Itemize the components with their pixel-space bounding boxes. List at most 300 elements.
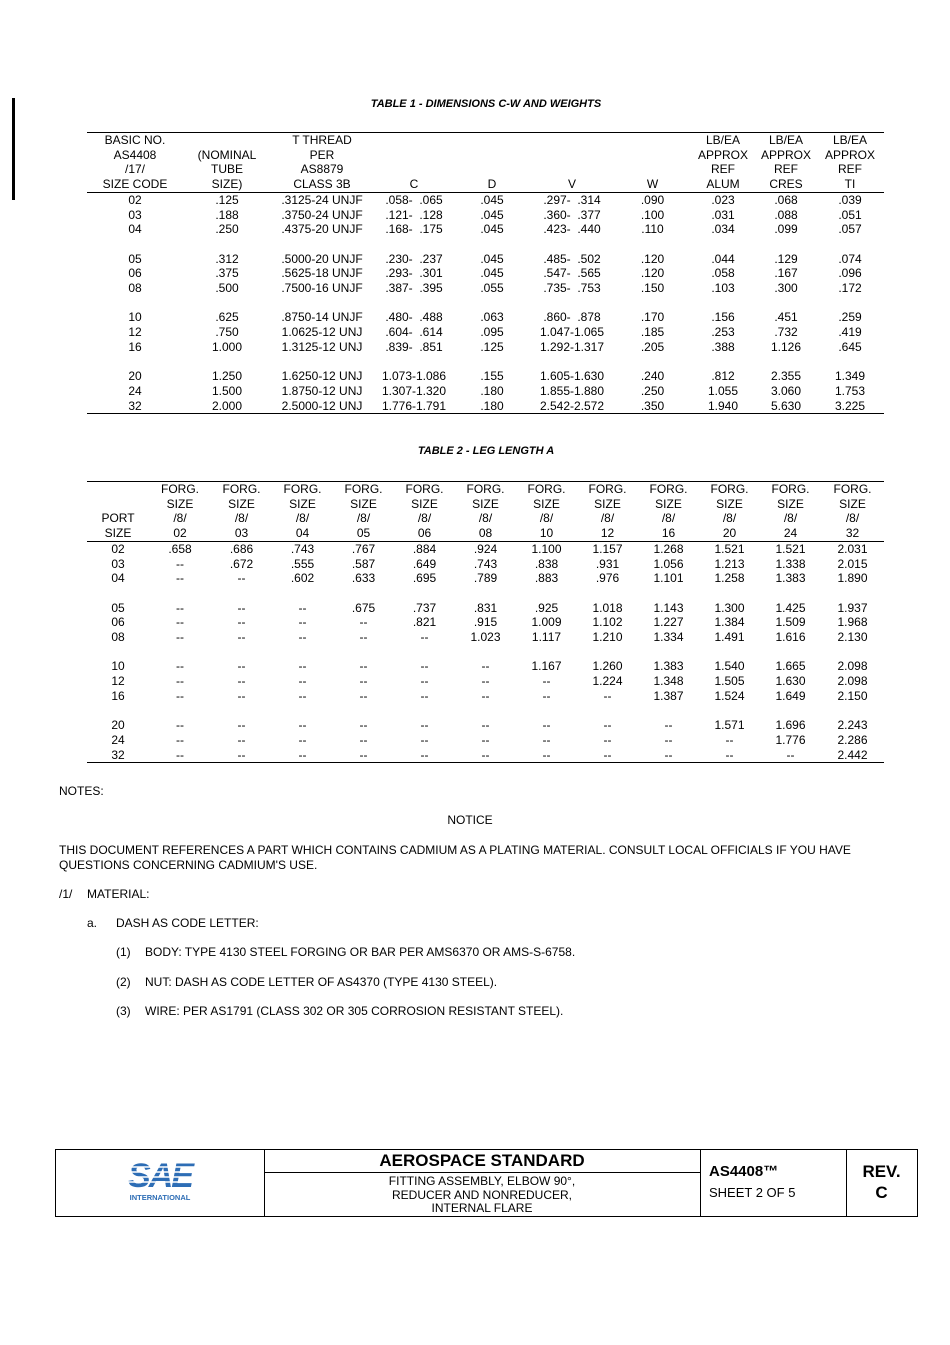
column-header: FORG.	[577, 482, 638, 497]
table-cell: 2.243	[837, 718, 868, 733]
table-cell: 05	[111, 600, 125, 615]
revision-label: REV.	[862, 1162, 901, 1181]
table-cell: 1.937	[837, 600, 868, 615]
table-row	[87, 281, 884, 296]
table-cell: --	[298, 732, 307, 747]
column-header: 24	[760, 526, 821, 541]
table-cell: 1.524	[714, 688, 745, 703]
table-cell: 1.491	[714, 630, 745, 645]
table-cell: --	[420, 674, 429, 689]
table-cell: .633	[351, 571, 376, 586]
table-cell: 1.047-1.065	[539, 325, 605, 340]
table-cell: 06	[128, 266, 142, 281]
table-cell: 1.384	[714, 615, 745, 630]
table-cell: .388	[711, 339, 735, 354]
column-header: FORG.	[149, 482, 211, 497]
table-cell: 1.855-1.880	[539, 383, 605, 398]
sheet-number: SHEET 2 OF 5	[709, 1185, 796, 1200]
table-cell: .044	[711, 251, 735, 266]
table-row	[87, 571, 884, 586]
column-header: /8/	[417, 511, 432, 526]
column-header: /8/	[234, 511, 249, 526]
note-item-3-text: WIRE: PER AS1791 (CLASS 302 OR 305 CORROSION RESISTANT STEEL).	[145, 1004, 564, 1018]
column-header: SIZE	[228, 496, 255, 511]
table-cell: --	[664, 732, 673, 747]
table-cell: --	[481, 732, 490, 747]
table-cell: .167	[774, 266, 798, 281]
table-cell: 1.605-1.630	[539, 369, 605, 384]
table-cell: 1.776	[775, 732, 806, 747]
table-cell: --	[420, 718, 429, 733]
table-cell: .297- .314	[543, 192, 601, 207]
table-cell: .924	[473, 541, 498, 556]
table-cell: .625	[215, 310, 239, 325]
column-header: FORG.	[516, 482, 577, 497]
table-row	[87, 659, 884, 674]
table-cell: .155	[480, 369, 504, 384]
column-header: LB/EA	[816, 133, 884, 148]
table-cell: .168- .175	[385, 222, 443, 237]
table-cell: .750	[215, 325, 239, 340]
column-header: FORG.	[333, 482, 394, 497]
table-cell: --	[359, 630, 368, 645]
table-cell: --	[359, 615, 368, 630]
table-cell: .129	[774, 251, 798, 266]
table-cell: --	[298, 718, 307, 733]
column-header	[373, 148, 455, 163]
table-cell: 16	[128, 339, 142, 354]
column-header: 12	[577, 526, 638, 541]
table-cell: 03	[111, 556, 125, 571]
table-cell: .099	[774, 222, 798, 237]
table-cell: .312	[215, 251, 239, 266]
table-cell: 08	[128, 281, 142, 296]
table-cell: .743	[473, 556, 498, 571]
table-cell: .555	[290, 556, 315, 571]
table-cell: .095	[480, 325, 504, 340]
table-cell: .120	[640, 266, 665, 281]
table-cell: 04	[111, 571, 125, 586]
table-row	[87, 718, 884, 733]
table-row	[87, 208, 884, 223]
table-cell: .350	[615, 399, 690, 414]
table-row	[87, 557, 884, 572]
table-cell: 1.968	[837, 615, 868, 630]
column-header: 32	[821, 526, 884, 541]
table-cell: .737	[412, 600, 437, 615]
column-header: APPROX	[824, 147, 875, 162]
table-cell: 02	[128, 192, 142, 207]
table-cell: 1.338	[775, 556, 806, 571]
column-header	[529, 162, 615, 177]
table1-title: TABLE 1 - DIMENSIONS C-W AND WEIGHTS	[370, 98, 602, 110]
table-cell: .121- .128	[385, 207, 443, 222]
column-header: APPROX	[697, 147, 748, 162]
table-cell: 20	[128, 369, 142, 384]
table-cell: --	[176, 688, 184, 703]
column-header: 04	[272, 526, 333, 541]
column-header: SIZE	[655, 496, 682, 511]
table-cell: .587	[351, 556, 376, 571]
table-cell: 1.250	[211, 369, 243, 384]
table-cell: .170	[640, 310, 665, 325]
table2-title: TABLE 2 - LEG LENGTH A	[417, 445, 555, 457]
column-header: SIZE)	[183, 177, 271, 192]
table-cell: .423- .440	[543, 222, 601, 237]
table-cell: 2.130	[837, 630, 868, 645]
table-cell: 1.505	[714, 674, 745, 689]
table-cell: --	[760, 748, 821, 763]
table-cell: --	[272, 748, 333, 763]
table-cell: 10	[128, 310, 142, 325]
document-number-cell	[700, 1150, 847, 1216]
revision-cell	[846, 1150, 917, 1216]
table-cell: 1.292-1.317	[539, 339, 605, 354]
table-cell: .088	[774, 207, 798, 222]
table-cell: --	[149, 748, 211, 763]
table-cell: --	[237, 659, 246, 674]
table-row	[87, 222, 884, 237]
table-cell: 1.213	[714, 556, 745, 571]
table-cell: --	[542, 718, 551, 733]
column-header: SIZE	[411, 496, 438, 511]
table-cell: --	[577, 748, 638, 763]
table-cell: .8750-14 UNJF	[281, 310, 363, 325]
column-header	[373, 133, 455, 148]
table-cell: 1.126	[770, 339, 802, 354]
table-cell: 2.442	[821, 748, 884, 763]
table-cell: --	[176, 630, 184, 645]
header-row	[87, 497, 884, 512]
column-header: CLASS 3B	[271, 177, 373, 192]
table-cell: --	[603, 732, 612, 747]
table-cell: 06	[111, 615, 125, 630]
table-cell: 1.383	[775, 571, 806, 586]
part-description-line: INTERNAL FLARE	[431, 1201, 533, 1215]
column-header: AS8879	[300, 162, 344, 177]
table-cell: --	[176, 556, 184, 571]
table-cell: --	[394, 748, 455, 763]
header-row	[87, 511, 884, 526]
table-cell: .7500-16 UNJF	[281, 281, 363, 296]
table-cell: 1.753	[834, 383, 866, 398]
table-cell: 1.167	[531, 659, 562, 674]
table-cell: 32	[87, 399, 183, 414]
header-row	[87, 162, 884, 177]
note-item-1-text: BODY: TYPE 4130 STEEL FORGING OR BAR PER AMS6370 OR AMS-S-6758.	[145, 945, 576, 959]
table-cell: 1.117	[531, 630, 562, 645]
table-cell: 1.056	[653, 556, 684, 571]
table-cell: .5625-18 UNJF	[281, 266, 363, 281]
table-cell: .057	[838, 222, 862, 237]
standard-title: AEROSPACE STANDARD	[264, 1150, 700, 1173]
table-row	[87, 733, 884, 748]
header-row	[87, 133, 884, 148]
table-cell: 1.227	[653, 615, 684, 630]
note-1-marker: /1/	[59, 887, 73, 901]
table-cell: .672	[229, 556, 254, 571]
column-header: TI	[816, 177, 884, 192]
column-header: SIZE CODE	[87, 177, 183, 192]
table-cell: 1.425	[775, 600, 806, 615]
table-cell: .735- .753	[543, 281, 601, 296]
column-header: C	[373, 177, 455, 192]
table-cell: 1.260	[592, 659, 623, 674]
group-spacer	[87, 296, 884, 311]
column-header: /8/	[478, 511, 493, 526]
table-row	[87, 325, 884, 340]
note-a-text: DASH AS CODE LETTER:	[116, 916, 259, 930]
table-cell: --	[455, 748, 516, 763]
column-header: TUBE	[210, 162, 243, 177]
table-cell: .185	[640, 325, 665, 340]
column-header: SIZE	[87, 526, 149, 541]
table-cell: .039	[838, 192, 862, 207]
table-cell: --	[420, 659, 429, 674]
table-cell: --	[542, 688, 551, 703]
table-cell: 1.696	[775, 718, 806, 733]
column-header: 20	[699, 526, 760, 541]
table-cell: .3750-24 UNJF	[281, 207, 363, 222]
table-cell: .045	[480, 222, 504, 237]
column-header: FORG.	[760, 482, 821, 497]
table-cell: 24	[128, 383, 142, 398]
table-cell: --	[603, 718, 612, 733]
table-row	[87, 615, 884, 630]
table-cell: .259	[838, 310, 862, 325]
table-cell: .686	[229, 541, 254, 556]
group-spacer	[87, 237, 884, 252]
column-header: FORG.	[699, 482, 760, 497]
table-cell: 08	[111, 630, 125, 645]
column-header: 16	[638, 526, 699, 541]
column-header: /8/	[845, 511, 860, 526]
table-cell: .360- .377	[543, 207, 601, 222]
column-header: LB/EA	[690, 133, 756, 148]
sae-logo-text: SAE	[128, 1157, 192, 1195]
table-row	[87, 266, 884, 281]
table-cell: --	[237, 615, 246, 630]
table-row	[87, 369, 884, 384]
note-a-marker: a.	[87, 916, 98, 930]
table-cell: .230- .237	[385, 251, 443, 266]
table-cell: .485- .502	[543, 251, 601, 266]
table-cell: .250	[215, 222, 239, 237]
column-header: SIZE	[839, 496, 866, 511]
table-cell: .058- .065	[385, 192, 443, 207]
table-row	[87, 252, 884, 267]
table-cell: 1.0625-12 UNJ	[281, 325, 363, 340]
table-cell: .045	[480, 192, 504, 207]
table-cell: 1.500	[211, 383, 243, 398]
table-cell: .240	[640, 369, 665, 384]
table-row	[87, 748, 884, 763]
header-row	[87, 482, 884, 497]
table-cell: 1.258	[714, 571, 745, 586]
table-cell: 1.157	[592, 541, 623, 556]
table-cell: 1.521	[775, 541, 806, 556]
column-header	[615, 148, 690, 163]
table-cell: 1.665	[775, 659, 806, 674]
column-header: PER	[309, 147, 335, 162]
table-cell: 2.542-2.572	[529, 399, 615, 414]
column-header: /8/	[295, 511, 310, 526]
column-header	[183, 133, 271, 148]
table-cell: --	[237, 718, 246, 733]
table-cell: .045	[480, 266, 504, 281]
column-header	[529, 133, 615, 148]
table-cell: .547- .565	[543, 266, 601, 281]
table-cell: 1.349	[834, 369, 866, 384]
table-cell: --	[481, 659, 490, 674]
table-cell: --	[237, 630, 246, 645]
column-header: /17/	[124, 162, 145, 177]
table-cell: .732	[774, 325, 798, 340]
table-cell: .831	[473, 600, 498, 615]
table-cell: 2.015	[837, 556, 868, 571]
table-cell: .074	[838, 251, 862, 266]
table-cell: 1.268	[653, 541, 684, 556]
table-cell: .051	[838, 207, 862, 222]
table-cell: --	[359, 688, 368, 703]
table-cell: .125	[480, 339, 504, 354]
column-header: LB/EA	[756, 133, 816, 148]
table-cell: 1.383	[653, 659, 684, 674]
table-cell: .055	[480, 281, 504, 296]
column-header: APPROX	[760, 147, 811, 162]
table-cell: .045	[480, 251, 504, 266]
table-cell: .045	[480, 207, 504, 222]
column-header: REF	[711, 162, 735, 177]
column-header: ALUM	[690, 177, 756, 192]
table-cell: --	[603, 688, 612, 703]
column-header: 08	[455, 526, 516, 541]
table-cell: 20	[111, 718, 125, 733]
table-cell: --	[516, 748, 577, 763]
table-cell: 1.018	[592, 600, 623, 615]
table-cell: --	[176, 615, 184, 630]
table-cell: 1.649	[775, 688, 806, 703]
table-cell: 1.073-1.086	[381, 369, 447, 384]
table-cell: 2.355	[770, 369, 802, 384]
table-cell: 2.5000-12 UNJ	[271, 399, 373, 414]
header-row	[87, 526, 884, 541]
table-cell: 1.009	[531, 615, 562, 630]
table-cell: 1.210	[592, 630, 623, 645]
table-cell: .188	[215, 207, 239, 222]
table-cell: .293- .301	[385, 266, 443, 281]
column-header: FORG.	[394, 482, 455, 497]
table-cell: --	[481, 674, 490, 689]
column-header	[87, 497, 149, 512]
table-cell: --	[237, 688, 246, 703]
table-cell: .767	[351, 541, 376, 556]
column-header: /8/	[722, 511, 737, 526]
column-header: FORG.	[638, 482, 699, 497]
sae-logo	[56, 1150, 264, 1216]
table-cell: --	[359, 718, 368, 733]
table-cell: 03	[128, 207, 142, 222]
table-cell: 1.387	[653, 688, 684, 703]
column-header: (NOMINAL	[197, 147, 257, 162]
table-cell: .253	[711, 325, 735, 340]
table-cell: 24	[111, 732, 125, 747]
table-cell: .860- .878	[543, 310, 601, 325]
table-cell: .976	[595, 571, 620, 586]
table-row	[87, 340, 884, 355]
column-header: 06	[394, 526, 455, 541]
table-cell: .480- .488	[385, 310, 443, 325]
table-row	[87, 384, 884, 399]
table-row	[87, 689, 884, 704]
group-spacer	[87, 704, 884, 719]
column-header: FORG.	[455, 482, 516, 497]
table-cell: .150	[640, 281, 665, 296]
table-row	[87, 399, 884, 414]
table-cell: 1.630	[775, 674, 806, 689]
table-cell: --	[176, 571, 184, 586]
leg-length-table	[87, 481, 884, 763]
table-cell: .125	[215, 192, 239, 207]
table-cell: --	[725, 732, 734, 747]
column-header: 02	[149, 526, 211, 541]
table-cell: .300	[774, 281, 798, 296]
table-cell: .103	[711, 281, 735, 296]
column-header: SIZE	[777, 496, 804, 511]
table-cell: 10	[111, 659, 125, 674]
table-cell: .419	[838, 325, 862, 340]
table-cell: 1.890	[837, 571, 868, 586]
column-header: /8/	[600, 511, 615, 526]
table-cell: .3125-24 UNJF	[281, 192, 363, 207]
table-cell: --	[481, 688, 490, 703]
table-cell: .068	[774, 192, 798, 207]
table-cell: --	[298, 600, 307, 615]
column-header: FORG.	[272, 482, 333, 497]
table-cell: 1.143	[653, 600, 684, 615]
column-header: /8/	[539, 511, 554, 526]
table-cell: .451	[774, 310, 798, 325]
table-cell: 1.521	[714, 541, 745, 556]
table-cell: 1.102	[592, 615, 623, 630]
table-cell: 1.571	[714, 718, 745, 733]
sae-logo-cell	[56, 1150, 265, 1216]
note-item-3-marker: (3)	[116, 1004, 131, 1018]
column-header: /8/	[356, 511, 371, 526]
group-spacer	[87, 645, 884, 660]
title-cell	[264, 1150, 701, 1216]
note-item-2-text: NUT: DASH AS CODE LETTER OF AS4370 (TYPE 4130 STEEL).	[145, 975, 498, 989]
table-cell: .120	[640, 251, 665, 266]
table-cell: --	[542, 674, 551, 689]
table-cell: .4375-20 UNJF	[281, 222, 363, 237]
table-cell: --	[699, 748, 760, 763]
title-block	[55, 1149, 918, 1217]
table-cell: --	[359, 732, 368, 747]
column-header	[455, 162, 529, 177]
table-cell: .883	[534, 571, 559, 586]
column-header	[455, 148, 529, 163]
table-cell: .645	[838, 339, 862, 354]
table-cell: 1.055	[707, 383, 739, 398]
table-row	[87, 674, 884, 689]
table-cell: --	[298, 659, 307, 674]
column-header	[87, 482, 149, 497]
table-cell: .695	[412, 571, 437, 586]
column-header: SIZE	[289, 496, 316, 511]
note-item-2-marker: (2)	[116, 975, 131, 989]
table-cell: 1.023	[470, 630, 501, 645]
